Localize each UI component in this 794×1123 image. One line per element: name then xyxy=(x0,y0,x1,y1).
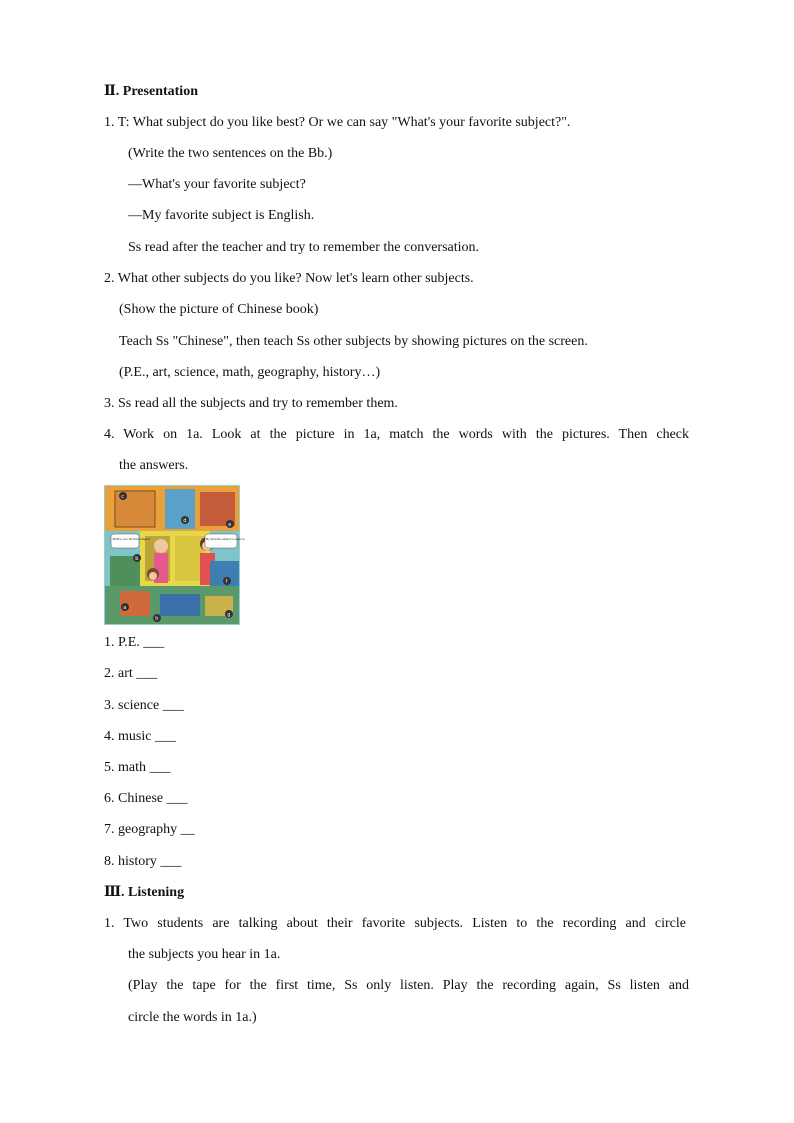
listening-item-1-note-cont: circle the words in 1a.) xyxy=(128,1010,257,1025)
picture-letter-b: b xyxy=(135,556,139,562)
bubble-left-text: What's your favorite subject? xyxy=(112,538,151,541)
presentation-item-4-cont: the answers. xyxy=(119,458,189,473)
match-item-history: 8. history ___ xyxy=(104,854,182,869)
match-item-geography: 7. geography __ xyxy=(104,822,195,837)
match-item-science: 3. science ___ xyxy=(104,698,184,713)
presentation-item-2-note: (Show the picture of Chinese book) xyxy=(119,302,319,317)
presentation-item-2-list: (P.E., art, science, math, geography, history…) xyxy=(119,365,381,380)
listening-heading: Ⅲ. Listening xyxy=(104,885,185,900)
presentation-heading: Ⅱ. Presentation xyxy=(104,84,198,99)
presentation-item-3: 3. Ss read all the subjects and try to remember them. xyxy=(104,396,398,411)
dialogue-question: —What's your favorite subject? xyxy=(128,177,306,192)
picture-letter-c: c xyxy=(121,494,124,500)
listening-item-1: 1. Two students are talking about their favorite subjects. Listen to the recording and circle xyxy=(104,916,686,931)
picture-letter-e: e xyxy=(228,522,232,528)
picture-letter-d: d xyxy=(183,518,187,524)
presentation-item-1-instruction: Ss read after the teacher and try to remember the conversation. xyxy=(128,240,480,255)
match-item-art: 2. art ___ xyxy=(104,666,158,681)
presentation-item-1-note: (Write the two sentences on the Bb.) xyxy=(128,146,333,161)
presentation-item-4: 4. Work on 1a. Look at the picture in 1a, match the words with the pictures. Then check xyxy=(104,427,689,442)
presentation-item-2-teach: Teach Ss "Chinese", then teach Ss other subjects by showing pictures on the screen. xyxy=(119,334,588,349)
match-item-music: 4. music ___ xyxy=(104,729,176,744)
listening-item-1-note: (Play the tape for the first time, Ss only listen. Play the recording again, Ss listen and xyxy=(128,978,689,993)
dialogue-answer: —My favorite subject is English. xyxy=(128,208,315,223)
listening-item-1-cont: the subjects you hear in 1a. xyxy=(128,947,281,962)
bubble-right-text: My favorite subject is science. xyxy=(206,538,246,541)
picture-letter-g: g xyxy=(227,612,231,618)
match-item-chinese: 6. Chinese ___ xyxy=(104,791,188,806)
picture-letter-a: a xyxy=(123,605,127,611)
match-item-math: 5. math ___ xyxy=(104,760,171,775)
picture-letter-f: f xyxy=(225,579,228,585)
picture-letter-h: h xyxy=(155,616,159,622)
match-item-pe: 1. P.E. ___ xyxy=(104,635,165,650)
presentation-item-2: 2. What other subjects do you like? Now let's learn other subjects. xyxy=(104,271,474,286)
classroom-picture xyxy=(104,485,246,625)
presentation-item-1: 1. T: What subject do you like best? Or we can say "What's your favorite subject?". xyxy=(104,115,571,130)
